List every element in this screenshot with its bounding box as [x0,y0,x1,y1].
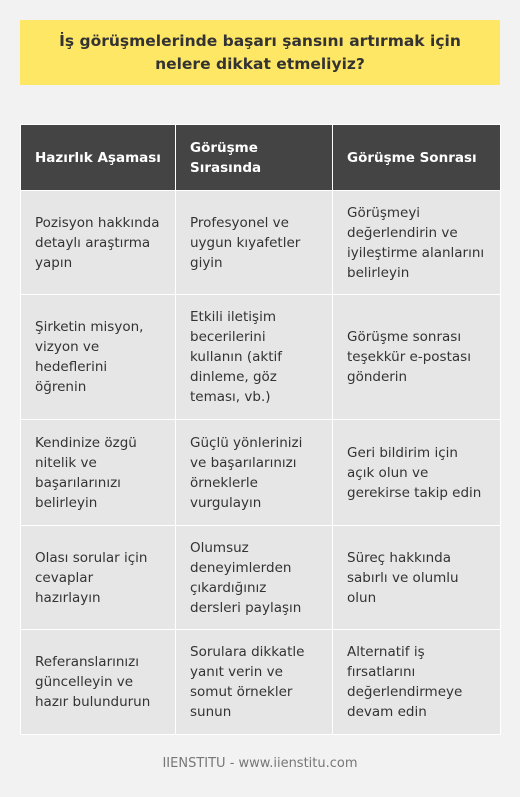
table-row [21,630,501,735]
footer-credit: IIENSTITU - www.iienstitu.com [162,756,358,771]
table-cell: Sorulara dikkatle yanıt verin ve somut örnekler sunun [176,630,333,735]
table-cell: Olası sorular için cevaplar hazırlayın [21,526,176,630]
table-cell: Süreç hakkında sabırlı ve olumlu olun [333,526,501,630]
title-banner [20,20,500,85]
comparison-table [20,124,501,735]
table-cell: Referanslarınızı güncelleyin ve hazır bulundurun [21,630,176,735]
table-cell: Görüşme sonrası teşekkür e-postası gönderin [333,295,501,420]
table-cell: Görüşmeyi değerlendirin ve iyileştirme alanlarını belirleyin [333,191,501,295]
table-cell: Geri bildirim için açık olun ve gerekirse takip edin [333,420,501,526]
table-row [21,191,501,295]
table-cell: Şirketin misyon, vizyon ve hedeflerini öğrenin [21,295,176,420]
table-cell: Kendinize özgü nitelik ve başarılarınızı belirleyin [21,420,176,526]
table-cell: Etkili iletişim becerilerini kullanın (aktif dinleme, göz teması, vb.) [176,295,333,420]
table-header-row [21,125,501,191]
column-header-during: Görüşme Sırasında [176,125,333,191]
table-cell: Güçlü yönlerinizi ve başarılarınızı örneklerle vurgulayın [176,420,333,526]
table-cell: Olumsuz deneyimlerden çıkardığınız dersleri paylaşın [176,526,333,630]
column-header-after: Görüşme Sonrası [333,125,501,191]
column-header-preparation: Hazırlık Aşaması [21,125,176,191]
table-cell: Pozisyon hakkında detaylı araştırma yapın [21,191,176,295]
table-cell: Alternatif iş fırsatlarını değerlendirmeye devam edin [333,630,501,735]
table-row [21,526,501,630]
table-row [21,420,501,526]
page-title: İş görüşmelerinde başarı şansını artırmak için nelere dikkat etmeliyiz? [59,31,461,73]
table-cell: Profesyonel ve uygun kıyafetler giyin [176,191,333,295]
table-row [21,295,501,420]
